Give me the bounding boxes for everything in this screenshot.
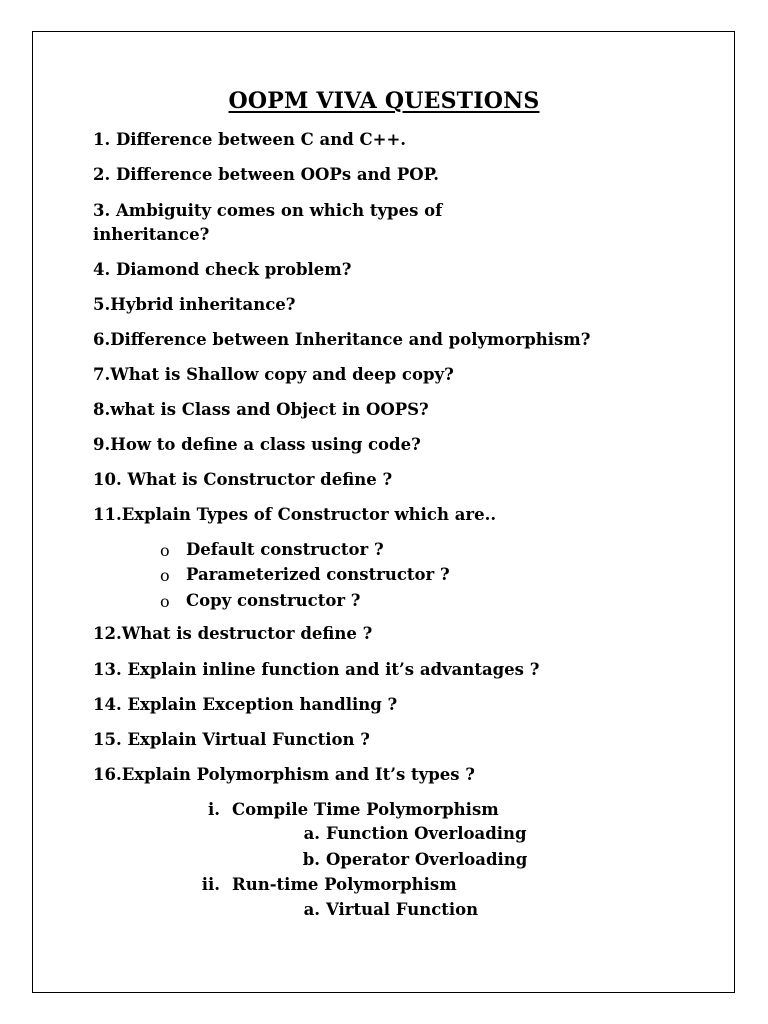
list-item-constructor-type: Parameterized constructor ?: [186, 565, 450, 584]
question-5: 5.Hybrid inheritance?: [93, 295, 296, 314]
list-marker-roman: i.: [207, 800, 220, 819]
question-3: 3. Ambiguity comes on which types of: [93, 201, 443, 220]
bullet-marker: o: [160, 541, 170, 560]
question-8: 8.what is Class and Object in OOPS?: [93, 400, 429, 419]
virtual-function: Virtual Function: [326, 900, 479, 919]
question-10: 10. What is Constructor define ?: [93, 470, 393, 489]
list-marker-roman: ii.: [201, 875, 220, 894]
list-item-constructor-type: Copy constructor ?: [186, 591, 361, 610]
list-marker-alpha: a.: [303, 824, 320, 843]
runtime-polymorphism: Run-time Polymorphism: [232, 875, 457, 894]
question-12: 12.What is destructor define ?: [93, 624, 373, 643]
question-9: 9.How to define a class using code?: [93, 435, 421, 454]
page-title: OOPM VIVA QUESTIONS: [228, 88, 540, 114]
list-marker-alpha: b.: [302, 850, 320, 869]
question-4: 4. Diamond check problem?: [93, 260, 352, 279]
question-15: 15. Explain Virtual Function ?: [93, 730, 370, 749]
function-overloading: Function Overloading: [326, 824, 527, 843]
bullet-marker: o: [160, 592, 170, 611]
question-11: 11.Explain Types of Constructor which are..: [93, 505, 497, 524]
list-marker-alpha: a.: [303, 900, 320, 919]
question-6: 6.Difference between Inheritance and polymorphism?: [93, 330, 591, 349]
question-3-continued: inheritance?: [93, 225, 210, 244]
compile-time-polymorphism: Compile Time Polymorphism: [232, 800, 499, 819]
question-13: 13. Explain inline function and it’s advantages ?: [93, 660, 540, 679]
question-14: 14. Explain Exception handling ?: [93, 695, 398, 714]
question-16: 16.Explain Polymorphism and It’s types ?: [93, 765, 475, 784]
bullet-marker: o: [160, 566, 170, 585]
operator-overloading: Operator Overloading: [326, 850, 528, 869]
list-item-constructor-type: Default constructor ?: [186, 540, 384, 559]
question-1: 1. Difference between C and C++.: [93, 130, 407, 149]
question-2: 2. Difference between OOPs and POP.: [93, 165, 440, 184]
question-7: 7.What is Shallow copy and deep copy?: [93, 365, 454, 384]
